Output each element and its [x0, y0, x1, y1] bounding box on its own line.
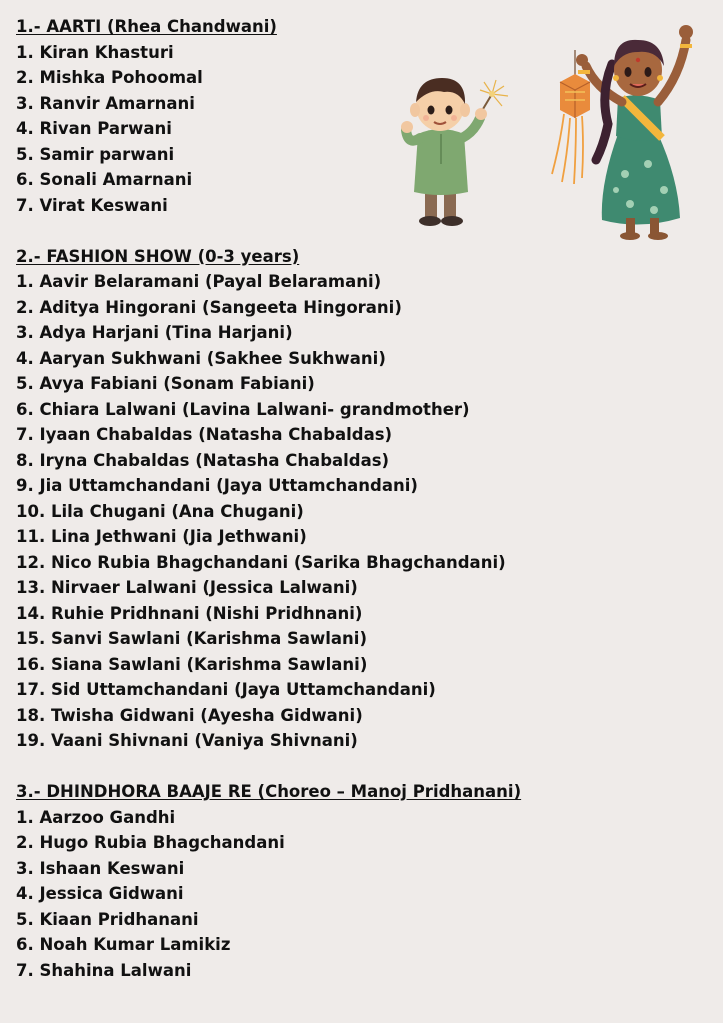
- list-item: 8. Iryna Chabaldas (Natasha Chabaldas): [16, 450, 390, 470]
- list-item: 5. Samir parwani: [16, 144, 175, 164]
- list-item: 12. Nico Rubia Bhagchandani (Sarika Bhagchandani): [16, 552, 506, 572]
- list-item: 11. Lina Jethwani (Jia Jethwani): [16, 527, 307, 546]
- list-item: 5. Kiaan Pridhanani: [16, 909, 199, 929]
- list-item: 9. Jia Uttamchandani (Jaya Uttamchandani): [16, 476, 418, 495]
- section-heading: 2.- FASHION SHOW (0-3 years): [16, 246, 300, 266]
- list-item: 1. Kiran Khasturi: [16, 42, 174, 62]
- list-item: 19. Vaani Shivnani (Vaniya Shivnani): [16, 731, 358, 750]
- list-item: 6. Sonali Amarnani: [16, 170, 193, 189]
- list-item: 3. Adya Harjani (Tina Harjani): [16, 323, 293, 342]
- list-item: 7. Shahina Lalwani: [16, 960, 192, 980]
- list-item: 13. Nirvaer Lalwani (Jessica Lalwani): [16, 578, 358, 597]
- list-item: 7. Iyaan Chabaldas (Natasha Chabaldas): [16, 425, 393, 444]
- sparkler-icon: [480, 80, 508, 114]
- list-item: 18. Twisha Gidwani (Ayesha Gidwani): [16, 705, 363, 725]
- boy-sparkler-illustration: [400, 72, 515, 232]
- list-item: 14. Ruhie Pridhnani (Nishi Pridhnani): [16, 603, 363, 623]
- list-item: 4. Jessica Gidwani: [16, 884, 184, 903]
- list-item: 2. Hugo Rubia Bhagchandani: [16, 833, 285, 852]
- list-item: 15. Sanvi Sawlani (Karishma Sawlani): [16, 629, 367, 648]
- girl-lantern-illustration: [530, 14, 710, 244]
- list-item: 10. Lila Chugani (Ana Chugani): [16, 501, 304, 521]
- list-item: 2. Mishka Pohoomal: [16, 68, 203, 87]
- list-item: 6. Noah Kumar Lamikiz: [16, 935, 231, 954]
- section-fashion-show: [16, 244, 576, 754]
- section-heading: 3.- DHINDHORA BAAJE RE (Choreo – Manoj Pridhanani): [16, 782, 522, 801]
- list-item: 4. Aaryan Sukhwani (Sakhee Sukhwani): [16, 348, 386, 368]
- list-item: 3. Ranvir Amarnani: [16, 93, 195, 113]
- list-item: 5. Avya Fabiani (Sonam Fabiani): [16, 374, 315, 393]
- list-item: 6. Chiara Lalwani (Lavina Lalwani- grandmother): [16, 399, 470, 419]
- list-item: 2. Aditya Hingorani (Sangeeta Hingorani): [16, 297, 402, 317]
- list-item: 1. Aavir Belaramani (Payal Belaramani): [16, 272, 382, 291]
- list-item: 17. Sid Uttamchandani (Jaya Uttamchandani): [16, 680, 436, 699]
- list-item: 1. Aarzoo Gandhi: [16, 807, 176, 827]
- section-dhindhora: [16, 779, 576, 983]
- section-heading: 1.- AARTI (Rhea Chandwani): [16, 17, 277, 36]
- list-item: 4. Rivan Parwani: [16, 119, 172, 138]
- list-item: 16. Siana Sawlani (Karishma Sawlani): [16, 654, 368, 674]
- list-item: 7. Virat Keswani: [16, 195, 168, 215]
- list-item: 3. Ishaan Keswani: [16, 858, 185, 878]
